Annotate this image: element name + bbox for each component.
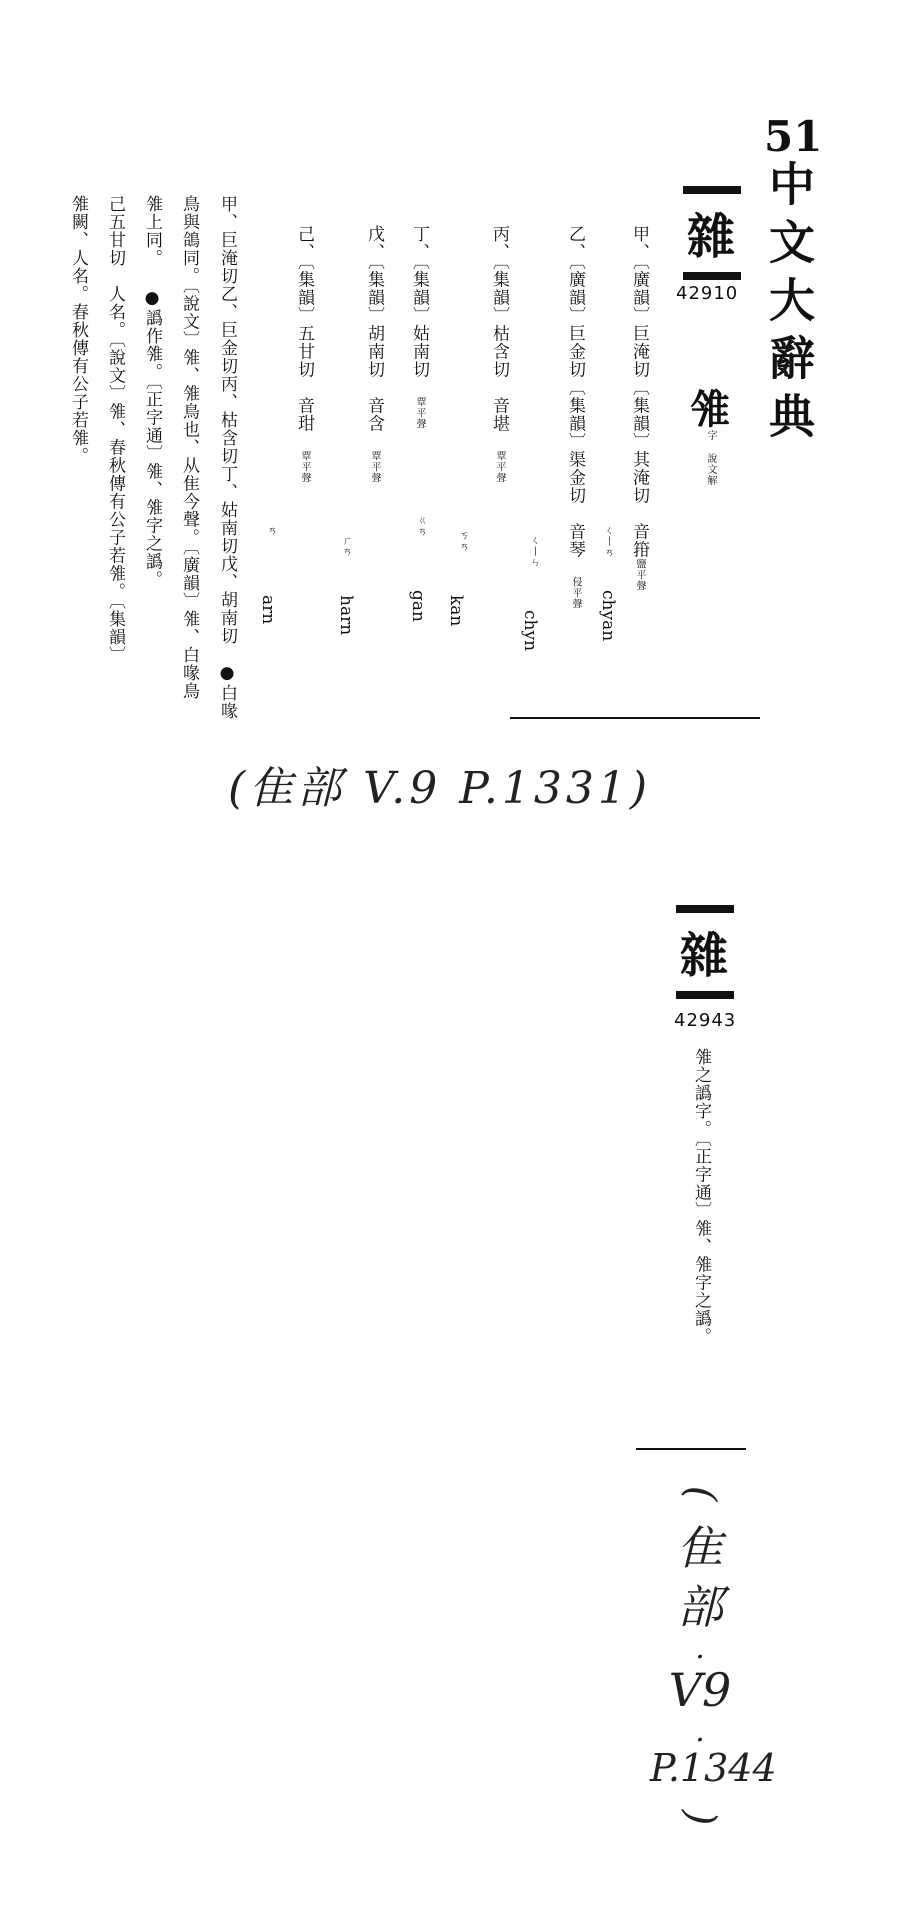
reading-ji: 己、〔集韻〕五甘切 音玵 覃平聲 <box>294 225 314 484</box>
entry2-headword-box <box>676 905 734 995</box>
def-line-3: 雂上同。 ●譌作雂。〔正字通〕雂、雂字之譌。 <box>142 195 162 589</box>
roman-ji: arn <box>258 595 278 625</box>
reading-ding: 丁、〔集韻〕姑南切 覃平聲 <box>409 225 429 430</box>
entry2-handwritten-ref: ( 隹 部 . V9 . P.1344 ) <box>650 1485 777 1826</box>
reading-bing: 丙、〔集韻〕枯含切 音堪 覃平聲 <box>489 225 509 484</box>
entry1-rule <box>510 717 760 719</box>
entry1-variant: 雂 <box>690 386 730 433</box>
def-line-5: 雂闕、人名。春秋傳有公子若雂。 <box>68 195 88 465</box>
entry2-definition: 雂之譌字。〔正字通〕雂、雂字之譌。 <box>691 1048 711 1346</box>
zhuyin-jia: ㄑ丨ㄢ <box>602 525 613 558</box>
zhuyin-bing: ㄎㄢ <box>457 530 468 552</box>
zhuyin-wu: ㄏㄢ <box>340 535 351 557</box>
entry1-variant-note: 字 說文解 <box>705 430 716 486</box>
roman-wu: harn <box>336 595 356 636</box>
volume-number: 51 <box>764 112 823 161</box>
reading-jia: 甲、〔廣韻〕巨淹切〔集韻〕其淹切 音箝鹽平聲 <box>629 225 649 592</box>
entry2-code: 42943 <box>674 1010 737 1031</box>
def-line-1: 甲、巨淹切乙、巨金切丙、枯含切丁、姑南切戊、胡南切 ●白喙 <box>217 195 237 720</box>
entry1-handwritten-ref: (隹部 V.9 P.1331) <box>228 763 652 814</box>
roman-bing: kan <box>446 595 466 627</box>
roman-jia: chyan <box>598 590 618 642</box>
zhuyin-ji: ㄢ <box>265 525 276 536</box>
reading-yi: 乙、〔廣韻〕巨金切〔集韻〕渠金切 音琴 侵平聲 <box>565 225 585 610</box>
entry2-headword: 雜 <box>680 928 729 984</box>
roman-ding: gan <box>408 590 428 622</box>
dictionary-title: 中文大辭典 <box>762 160 816 450</box>
reading-wu: 戊、〔集韻〕胡南切 音含 覃平聲 <box>364 225 384 484</box>
zhuyin-ding: ㄍㄢ <box>415 515 426 537</box>
def-line-4: 己五甘切 人名。〔說文〕雂、春秋傳有公子若雂。〔集韻〕 <box>105 195 125 664</box>
entry1-code: 42910 <box>676 283 739 304</box>
entry1-headword-box <box>683 186 741 276</box>
entry1-headword: 雜 <box>687 209 736 265</box>
zhuyin-yi: ㄑ丨ㄣ <box>528 535 539 568</box>
roman-yi: chyn <box>520 610 540 652</box>
def-line-2: 鳥與鴿同。〔說文〕雂、雂鳥也、从隹今聲。〔廣韻〕雂、白喙鳥 <box>179 195 199 700</box>
